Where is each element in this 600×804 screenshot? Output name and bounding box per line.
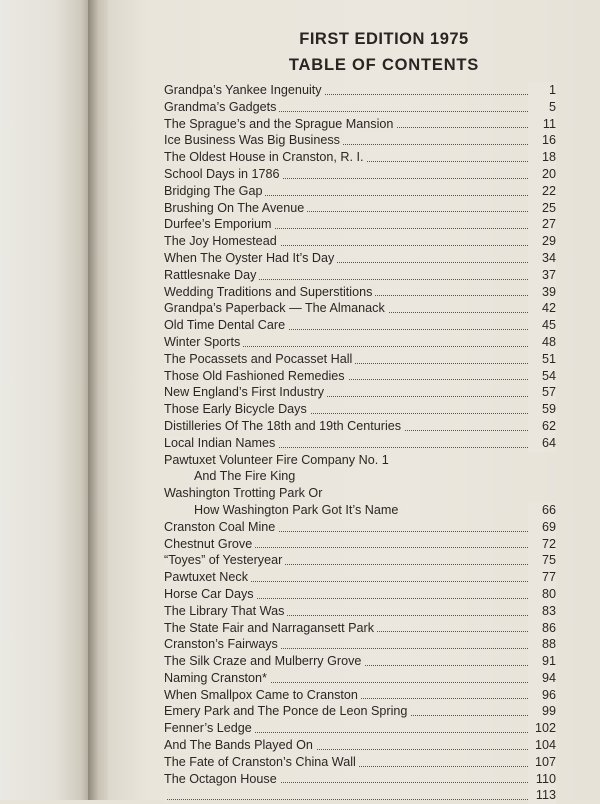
toc-entry [164, 116, 556, 133]
toc-entry [164, 703, 556, 720]
entry-title: The Pocassets and Pocasset Hall [164, 352, 355, 366]
entry-title: School Days in 1786 [164, 167, 283, 181]
entry-title: When The Oyster Had It’s Day [164, 251, 337, 265]
entry-title-continuation: How Washington Park Got It’s Name [194, 503, 401, 517]
entry-page: 107 [528, 754, 556, 771]
entry-title-line2 [164, 502, 556, 519]
entry-page: 42 [528, 300, 556, 317]
entry-page: 22 [528, 183, 556, 200]
toc-entry [164, 233, 556, 250]
entry-title: Emery Park and The Ponce de Leon Spring [164, 704, 410, 718]
entry-page: 11 [528, 116, 556, 133]
toc-entry [164, 720, 556, 737]
toc-entry [164, 435, 556, 452]
entry-title: Pawtuxet Neck [164, 570, 251, 584]
toc-entry [164, 771, 556, 788]
entry-page: 104 [528, 737, 556, 754]
entry-title: Those Old Fashioned Remedies [164, 369, 348, 383]
toc-entry [164, 351, 556, 368]
entry-page: 48 [528, 334, 556, 351]
entry-page: 69 [528, 519, 556, 536]
edition-heading: FIRST EDITION 1975 [299, 30, 469, 48]
toc-entry [164, 384, 556, 401]
left-page-edge [0, 0, 92, 800]
entry-title: The Oldest House in Cranston, R. I. [164, 150, 367, 164]
entry-page: 18 [528, 149, 556, 166]
entry-page: 39 [528, 284, 556, 301]
entry-page: 5 [528, 99, 556, 116]
toc-heading: TABLE OF CONTENTS [288, 56, 480, 74]
entry-title: The Octagon House [164, 772, 280, 786]
toc-entry [164, 401, 556, 418]
entry-title: The Sprague’s and the Sprague Mansion [164, 117, 396, 131]
entry-title-line1: Pawtuxet Volunteer Fire Company No. 1 [164, 452, 389, 467]
toc-entry [164, 687, 556, 704]
entry-page: 88 [528, 636, 556, 653]
entry-title-line1: Washington Trotting Park Or [164, 486, 323, 501]
entry-title: And The Bands Played On [164, 738, 316, 752]
entry-page: 77 [528, 569, 556, 586]
entry-title: Those Early Bicycle Days [164, 402, 310, 416]
entry-title: When Smallpox Came to Cranston [164, 688, 361, 702]
toc-entry [164, 317, 556, 334]
entry-title: The State Fair and Narragansett Park [164, 621, 377, 635]
entry-title: Ice Business Was Big Business [164, 133, 343, 147]
entry-page: 64 [528, 435, 556, 452]
toc-entry [164, 653, 556, 670]
entry-title: Cranston Coal Mine [164, 520, 278, 534]
entry-title: Rattlesnake Day [164, 268, 259, 282]
entry-page: 96 [528, 687, 556, 704]
toc-entry [164, 754, 556, 771]
toc-entry [164, 132, 556, 149]
entry-title: Brushing On The Avenue [164, 201, 307, 215]
entry-page: 37 [528, 267, 556, 284]
entry-page: 51 [528, 351, 556, 368]
entry-title: Grandpa’s Yankee Ingenuity [164, 83, 325, 97]
entry-title: The Joy Homestead [164, 234, 280, 248]
entry-page: 20 [528, 166, 556, 183]
entry-page: 99 [528, 703, 556, 720]
entry-page: 91 [528, 653, 556, 670]
entry-page: 94 [528, 670, 556, 687]
entry-page: 59 [528, 401, 556, 418]
toc-entry [164, 166, 556, 183]
toc-entry [164, 485, 556, 519]
toc-entry [164, 620, 556, 637]
toc-entry [164, 519, 556, 536]
entry-title: “Toyes” of Yesteryear [164, 553, 285, 567]
toc-entry [164, 216, 556, 233]
toc-entry [164, 737, 556, 754]
entry-page: 57 [528, 384, 556, 401]
toc-entry [164, 670, 556, 687]
toc-list [164, 82, 556, 804]
entry-page: 16 [528, 132, 556, 149]
entry-page: 27 [528, 216, 556, 233]
toc-entry [164, 603, 556, 620]
entry-title: Wedding Traditions and Superstitions [164, 285, 375, 299]
entry-title: Grandma’s Gadgets [164, 100, 279, 114]
entry-page: 62 [528, 418, 556, 435]
toc-entry [164, 552, 556, 569]
entry-title: The Library That Was [164, 604, 287, 618]
entry-page: 80 [528, 586, 556, 603]
entry-title: The Fate of Cranston’s China Wall [164, 755, 359, 769]
toc-entry [164, 149, 556, 166]
toc-entry [164, 183, 556, 200]
entry-title: Grandpa’s Paperback — The Almanack [164, 301, 388, 315]
entry-page: 45 [528, 317, 556, 334]
entry-title-line2 [164, 468, 556, 485]
entry-page: 54 [528, 368, 556, 385]
book-page [108, 0, 600, 803]
toc-entry [164, 267, 556, 284]
entry-page: 34 [528, 250, 556, 267]
entry-page: 72 [528, 536, 556, 553]
entry-title: The Silk Craze and Mulberry Grove [164, 654, 364, 668]
toc-entry [164, 200, 556, 217]
entry-title: Fenner’s Ledge [164, 721, 255, 735]
toc-entry [164, 536, 556, 553]
toc-entry [164, 418, 556, 435]
entry-page: 102 [528, 720, 556, 737]
entry-page: 83 [528, 603, 556, 620]
entry-page: 75 [528, 552, 556, 569]
toc-entry [164, 569, 556, 586]
entry-title: New England’s First Industry [164, 385, 327, 399]
entry-title: Chestnut Grove [164, 537, 255, 551]
entry-title [164, 788, 167, 802]
entry-page: 1 [528, 82, 556, 99]
toc-entry [164, 586, 556, 603]
entry-page: 86 [528, 620, 556, 637]
toc-entry [164, 334, 556, 351]
entry-title: Winter Sports [164, 335, 243, 349]
entry-title: Naming Cranston* [164, 671, 270, 685]
entry-title-continuation: And The Fire King [194, 469, 298, 483]
toc-entry [164, 300, 556, 317]
entry-title: Local Indian Names [164, 436, 278, 450]
toc-entry [164, 636, 556, 653]
toc-entry [164, 787, 556, 804]
toc-entry [164, 99, 556, 116]
entry-page: 66 [528, 502, 556, 519]
entry-page: 113 [528, 787, 556, 804]
entry-title: Horse Car Days [164, 587, 257, 601]
entry-title: Bridging The Gap [164, 184, 265, 198]
toc-entry [164, 452, 556, 486]
entry-page: 110 [528, 771, 556, 788]
entry-title: Durfee’s Emporium [164, 217, 275, 231]
entry-page: 29 [528, 233, 556, 250]
toc-entry [164, 82, 556, 99]
entry-title: Old Time Dental Care [164, 318, 288, 332]
entry-page: 25 [528, 200, 556, 217]
entry-title: Cranston’s Fairways [164, 637, 281, 651]
toc-entry [164, 284, 556, 301]
toc-entry [164, 368, 556, 385]
entry-title: Distilleries Of The 18th and 19th Centuries [164, 419, 404, 433]
toc-entry [164, 250, 556, 267]
